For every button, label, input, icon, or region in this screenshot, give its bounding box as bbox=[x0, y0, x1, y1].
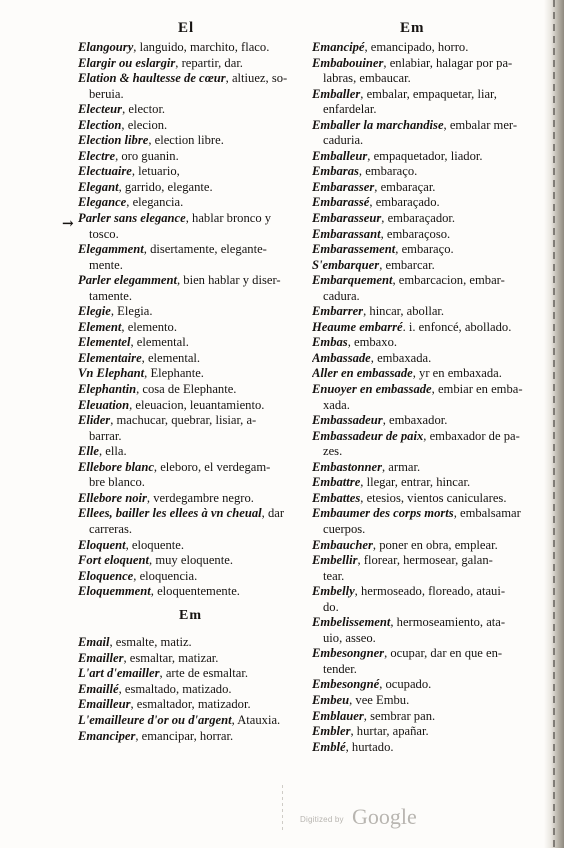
headword: Electuaire bbox=[78, 164, 132, 179]
definition: , embaraçar. bbox=[374, 179, 436, 194]
definition: , eloquentemente. bbox=[150, 584, 240, 599]
definition: , disertamente, elegante- bbox=[143, 242, 267, 257]
definition: , elemental. bbox=[141, 350, 201, 365]
dictionary-line bbox=[312, 366, 532, 382]
definition: cuerpos. bbox=[323, 521, 366, 536]
definition: mente. bbox=[89, 257, 123, 272]
headword: Parler elegamment bbox=[78, 273, 177, 288]
right-column bbox=[312, 40, 532, 755]
headword: Elegant bbox=[78, 179, 119, 194]
headword: Ellebore noir bbox=[78, 490, 147, 505]
dictionary-line bbox=[78, 413, 303, 429]
dictionary-line bbox=[312, 149, 532, 165]
dictionary-line bbox=[78, 335, 303, 351]
definition: carreras. bbox=[89, 521, 132, 536]
dictionary-line bbox=[78, 195, 303, 211]
definition: tamente. bbox=[89, 288, 133, 303]
definition: bre blanco. bbox=[89, 475, 145, 490]
dictionary-line bbox=[312, 600, 532, 616]
definition: , embaraço. bbox=[395, 242, 454, 257]
definition: , eloquencia. bbox=[133, 568, 198, 583]
headword: Elegamment bbox=[78, 242, 144, 257]
dictionary-line bbox=[78, 102, 303, 118]
dictionary-line bbox=[312, 320, 532, 336]
definition: , oro guanin. bbox=[115, 148, 179, 163]
definition: , dar bbox=[261, 506, 285, 521]
dictionary-line bbox=[78, 273, 303, 289]
definition: , embaraço. bbox=[358, 164, 418, 179]
headword: Aller en embassade bbox=[312, 366, 413, 381]
dictionary-line bbox=[312, 491, 532, 507]
definition: , embarcar. bbox=[379, 257, 435, 272]
dictionary-line bbox=[312, 615, 532, 631]
definition: beruia. bbox=[89, 86, 124, 101]
definition: , cosa de Elephante. bbox=[136, 382, 237, 397]
dictionary-line bbox=[312, 351, 532, 367]
definition: , elemento. bbox=[121, 319, 177, 334]
definition: , embaxo. bbox=[347, 335, 398, 350]
definition: , empaquetador, liador. bbox=[367, 148, 483, 163]
dictionary-line bbox=[78, 71, 303, 87]
running-head-right: Em bbox=[400, 20, 425, 36]
headword: Elider bbox=[78, 413, 111, 428]
left-entries bbox=[78, 40, 303, 600]
dictionary-line bbox=[78, 149, 303, 165]
definition: , Elegia. bbox=[110, 304, 153, 319]
dictionary-line bbox=[78, 429, 303, 445]
headword: Embesongné bbox=[312, 677, 380, 692]
headword: Embassadeur de paix bbox=[312, 428, 424, 443]
dictionary-line bbox=[78, 553, 303, 569]
definition: , elegancia. bbox=[126, 195, 184, 210]
headword: Fort eloquent bbox=[78, 553, 150, 568]
definition: , hermoseamiento, ata- bbox=[390, 615, 506, 630]
dictionary-line bbox=[312, 631, 532, 647]
dictionary-line bbox=[312, 522, 532, 538]
headword: Eloquence bbox=[78, 568, 134, 583]
headword: Election libre bbox=[78, 133, 149, 148]
definition: caduria. bbox=[323, 133, 364, 148]
dictionary-line bbox=[78, 713, 303, 729]
headword: Eloquent bbox=[78, 537, 126, 552]
dictionary-line bbox=[312, 133, 532, 149]
definition: xada. bbox=[323, 397, 350, 412]
headword: Emancipé bbox=[312, 40, 365, 54]
dictionary-line bbox=[312, 335, 532, 351]
definition: , hincar, abollar. bbox=[363, 304, 445, 319]
headword: Embarassement bbox=[312, 242, 396, 257]
headword: Emballer bbox=[312, 86, 361, 101]
dictionary-line bbox=[312, 258, 532, 274]
definition: , Atauxia. bbox=[231, 712, 281, 727]
dictionary-line bbox=[312, 584, 532, 600]
headword: Parler sans elegance bbox=[78, 211, 186, 226]
definition: , ocupar, dar en que en- bbox=[384, 646, 503, 661]
dictionary-line bbox=[312, 56, 532, 72]
dictionary-line bbox=[312, 646, 532, 662]
definition: , eleuacion, leuantamiento. bbox=[129, 397, 265, 412]
definition: , letuario, bbox=[131, 164, 180, 179]
headword: Embeu bbox=[312, 692, 350, 707]
left-column bbox=[78, 40, 303, 744]
headword: Embarassant bbox=[312, 226, 381, 241]
definition: , bien hablar y diser- bbox=[177, 273, 281, 288]
headword: Embarasseur bbox=[312, 211, 382, 226]
headword: S'embarquer bbox=[312, 257, 380, 272]
dictionary-line bbox=[312, 740, 532, 756]
definition: , embalar, empaquetar, liar, bbox=[360, 86, 497, 101]
dictionary-line bbox=[312, 118, 532, 134]
definition: uio, asseo. bbox=[323, 630, 376, 645]
page-gutter-edge bbox=[544, 0, 564, 848]
dictionary-line bbox=[312, 304, 532, 320]
headword: Ellebore blanc bbox=[78, 459, 154, 474]
headword: Embastonner bbox=[312, 459, 382, 474]
dictionary-line bbox=[78, 164, 303, 180]
definition: , embaraçado. bbox=[369, 195, 440, 210]
definition: , embiar en emba- bbox=[431, 382, 523, 397]
definition: , llegar, entrar, hincar. bbox=[360, 475, 471, 490]
dictionary-line bbox=[78, 538, 303, 554]
dictionary-line bbox=[78, 682, 303, 698]
headword: Elle bbox=[78, 444, 99, 459]
headword: Emaillé bbox=[78, 681, 119, 696]
dictionary-line bbox=[312, 506, 532, 522]
headword: Ellees, bailler les ellees à vn cheual bbox=[78, 506, 262, 521]
definition: , altiuez, so- bbox=[225, 71, 288, 86]
headword: Embarassé bbox=[312, 195, 370, 210]
dictionary-line bbox=[312, 289, 532, 305]
dictionary-line bbox=[312, 569, 532, 585]
definition: , verdegambre negro. bbox=[146, 490, 254, 505]
definition: , embalsamar bbox=[453, 506, 521, 521]
headword: Vn Elephant bbox=[78, 366, 145, 381]
dictionary-line bbox=[312, 382, 532, 398]
definition: , languido, marchito, flaco. bbox=[133, 40, 270, 54]
left-entries-2 bbox=[78, 635, 303, 744]
dictionary-line bbox=[78, 351, 303, 367]
dictionary-line bbox=[78, 651, 303, 667]
dictionary-line bbox=[78, 569, 303, 585]
headword: Heaume embarré bbox=[312, 319, 403, 334]
dictionary-line bbox=[312, 71, 532, 87]
headword: Embelly bbox=[312, 584, 355, 599]
dictionary-line bbox=[312, 709, 532, 725]
headword: Emballeur bbox=[312, 148, 368, 163]
digitized-by-label: Digitized by bbox=[300, 815, 344, 824]
headword: Emailler bbox=[78, 650, 124, 665]
dictionary-line bbox=[312, 475, 532, 491]
headword: Elegance bbox=[78, 195, 127, 210]
definition: , esmaltador, matizador. bbox=[130, 697, 251, 712]
dictionary-line bbox=[78, 227, 303, 243]
definition: , poner en obra, emplear. bbox=[372, 537, 498, 552]
definition: barrar. bbox=[89, 428, 122, 443]
definition: , embarcacion, embar- bbox=[392, 273, 505, 288]
definition: cadura. bbox=[323, 288, 360, 303]
definition: , eloquente. bbox=[125, 537, 184, 552]
definition: , hablar bronco y bbox=[185, 211, 272, 226]
right-entries bbox=[312, 40, 532, 755]
dictionary-line bbox=[312, 40, 532, 56]
definition: , embaraçoso. bbox=[380, 226, 451, 241]
definition: , arte de esmaltar. bbox=[159, 666, 248, 681]
dictionary-line bbox=[78, 133, 303, 149]
dictionary-line bbox=[312, 429, 532, 445]
dictionary-line bbox=[78, 258, 303, 274]
dictionary-line bbox=[78, 118, 303, 134]
definition: , emancipado, horro. bbox=[364, 40, 469, 54]
definition: , garrido, elegante. bbox=[118, 179, 213, 194]
headword: Elephantin bbox=[78, 382, 137, 397]
definition: do. bbox=[323, 599, 339, 614]
dictionary-line bbox=[78, 697, 303, 713]
definition: , machucar, quebrar, lisiar, a- bbox=[110, 413, 257, 428]
headword: Elegie bbox=[78, 304, 111, 319]
definition: , vee Embu. bbox=[349, 692, 410, 707]
definition: , eleboro, el verdegam- bbox=[153, 459, 271, 474]
dictionary-line bbox=[312, 724, 532, 740]
dictionary-line bbox=[312, 662, 532, 678]
headword: Elementel bbox=[78, 335, 131, 350]
dictionary-line bbox=[312, 195, 532, 211]
definition: , emancipar, horrar. bbox=[135, 728, 234, 743]
definition: tosco. bbox=[89, 226, 119, 241]
dictionary-line bbox=[312, 460, 532, 476]
dictionary-line bbox=[312, 444, 532, 460]
headword: Electeur bbox=[78, 102, 123, 117]
headword: Embassadeur bbox=[312, 413, 383, 428]
headword: Elangoury bbox=[78, 40, 134, 54]
dictionary-line bbox=[78, 56, 303, 72]
headword: Elargir ou eslargir bbox=[78, 55, 176, 70]
dictionary-line bbox=[312, 87, 532, 103]
definition: , embaxador. bbox=[382, 413, 448, 428]
headword: Embaras bbox=[312, 164, 359, 179]
headword: L'emailleure d'or ou d'argent bbox=[78, 712, 232, 727]
headword: Enuoyer en embassade bbox=[312, 382, 432, 397]
definition: , embaxador de pa- bbox=[423, 428, 520, 443]
definition: , esmaltado, matizado. bbox=[118, 681, 232, 696]
definition: tender. bbox=[323, 661, 357, 676]
headword: Electre bbox=[78, 148, 116, 163]
headword: Embler bbox=[312, 724, 351, 739]
definition: , sembrar pan. bbox=[363, 708, 436, 723]
dictionary-line bbox=[78, 366, 303, 382]
headword: L'art d'emailler bbox=[78, 666, 160, 681]
dictionary-line bbox=[312, 164, 532, 180]
headword: Embaucher bbox=[312, 537, 373, 552]
headword: Eloquemment bbox=[78, 584, 151, 599]
definition: , repartir, dar. bbox=[175, 55, 243, 70]
dictionary-line bbox=[78, 40, 303, 56]
dictionary-line bbox=[312, 211, 532, 227]
definition: labras, embaucar. bbox=[323, 71, 411, 86]
dictionary-line bbox=[78, 382, 303, 398]
definition: , armar. bbox=[382, 459, 421, 474]
headword: Embaumer des corps morts bbox=[312, 506, 454, 521]
headword: Emailleur bbox=[78, 697, 131, 712]
dictionary-line bbox=[78, 460, 303, 476]
definition: , muy eloquente. bbox=[149, 553, 233, 568]
definition: enfardelar. bbox=[323, 102, 377, 117]
definition: , election libre. bbox=[148, 133, 224, 148]
headword: Email bbox=[78, 635, 110, 650]
headword: Emballer la marchandise bbox=[312, 117, 444, 132]
definition: . i. enfoncé, abollado. bbox=[402, 319, 512, 334]
definition: zes. bbox=[323, 444, 343, 459]
definition: , ella. bbox=[99, 444, 127, 459]
definition: , elemental. bbox=[130, 335, 189, 350]
definition: tear. bbox=[323, 568, 345, 583]
headword: Emblé bbox=[312, 739, 346, 754]
dictionary-line bbox=[78, 289, 303, 305]
dictionary-line bbox=[78, 444, 303, 460]
headword: Emanciper bbox=[78, 728, 136, 743]
running-head-left: El bbox=[178, 20, 195, 36]
definition: , etesios, vientos caniculares. bbox=[360, 490, 507, 505]
headword: Eleuation bbox=[78, 397, 130, 412]
margin-mark-icon: → bbox=[62, 216, 74, 232]
dictionary-line bbox=[312, 553, 532, 569]
dictionary-line bbox=[78, 211, 303, 227]
definition: , embalar mer- bbox=[443, 117, 518, 132]
definition: , florear, hermosear, galan- bbox=[357, 553, 493, 568]
dictionary-line bbox=[312, 242, 532, 258]
dictionary-line bbox=[78, 475, 303, 491]
dictionary-line bbox=[78, 180, 303, 196]
definition: , hurtado. bbox=[345, 739, 394, 754]
dictionary-line bbox=[312, 693, 532, 709]
headword: Ambassade bbox=[312, 350, 371, 365]
definition: , esmalte, matiz. bbox=[109, 635, 192, 650]
definition: , hurtar, apañar. bbox=[350, 724, 429, 739]
definition: , enlabiar, halagar por pa- bbox=[383, 55, 513, 70]
dictionary-line bbox=[312, 180, 532, 196]
definition: , elecion. bbox=[121, 117, 168, 132]
dictionary-line bbox=[78, 87, 303, 103]
dictionary-line bbox=[78, 398, 303, 414]
dictionary-line bbox=[78, 666, 303, 682]
headword: Element bbox=[78, 319, 122, 334]
dictionary-line bbox=[78, 584, 303, 600]
headword: Embelissement bbox=[312, 615, 391, 630]
definition: , embaxada. bbox=[370, 350, 432, 365]
headword: Embarrer bbox=[312, 304, 364, 319]
definition: , embaraçador. bbox=[381, 211, 456, 226]
dictionary-line bbox=[312, 227, 532, 243]
headword: Elementaire bbox=[78, 350, 142, 365]
dictionary-line bbox=[78, 242, 303, 258]
section-heading-em: Em bbox=[179, 607, 202, 623]
google-watermark: Google bbox=[352, 804, 417, 829]
headword: Election bbox=[78, 117, 122, 132]
headword: Embarasser bbox=[312, 179, 375, 194]
page-fold-rule bbox=[282, 785, 283, 833]
dictionary-line bbox=[78, 635, 303, 651]
dictionary-line bbox=[312, 413, 532, 429]
dictionary-line bbox=[78, 320, 303, 336]
headword: Embesongner bbox=[312, 646, 385, 661]
headword: Embattes bbox=[312, 490, 361, 505]
dictionary-line bbox=[78, 506, 303, 522]
dictionary-line bbox=[312, 398, 532, 414]
headword: Embas bbox=[312, 335, 348, 350]
dictionary-line bbox=[312, 273, 532, 289]
headword: Embabouiner bbox=[312, 55, 384, 70]
dictionary-line bbox=[78, 491, 303, 507]
dictionary-line bbox=[312, 538, 532, 554]
definition: , esmaltar, matizar. bbox=[123, 650, 219, 665]
headword: Embellir bbox=[312, 553, 358, 568]
definition: , yr en embaxada. bbox=[412, 366, 502, 381]
dictionary-line bbox=[78, 522, 303, 538]
headword: Elation & haultesse de cœur bbox=[78, 71, 226, 86]
definition: , Elephante. bbox=[144, 366, 204, 381]
definition: , elector. bbox=[122, 102, 166, 117]
dictionary-line bbox=[312, 102, 532, 118]
dictionary-line bbox=[78, 304, 303, 320]
definition: , hermoseado, floreado, ataui- bbox=[354, 584, 506, 599]
headword: Embattre bbox=[312, 475, 361, 490]
headword: Emblauer bbox=[312, 708, 364, 723]
dictionary-line bbox=[312, 677, 532, 693]
headword: Embarquement bbox=[312, 273, 393, 288]
definition: , ocupado. bbox=[379, 677, 432, 692]
dictionary-line bbox=[78, 729, 303, 745]
